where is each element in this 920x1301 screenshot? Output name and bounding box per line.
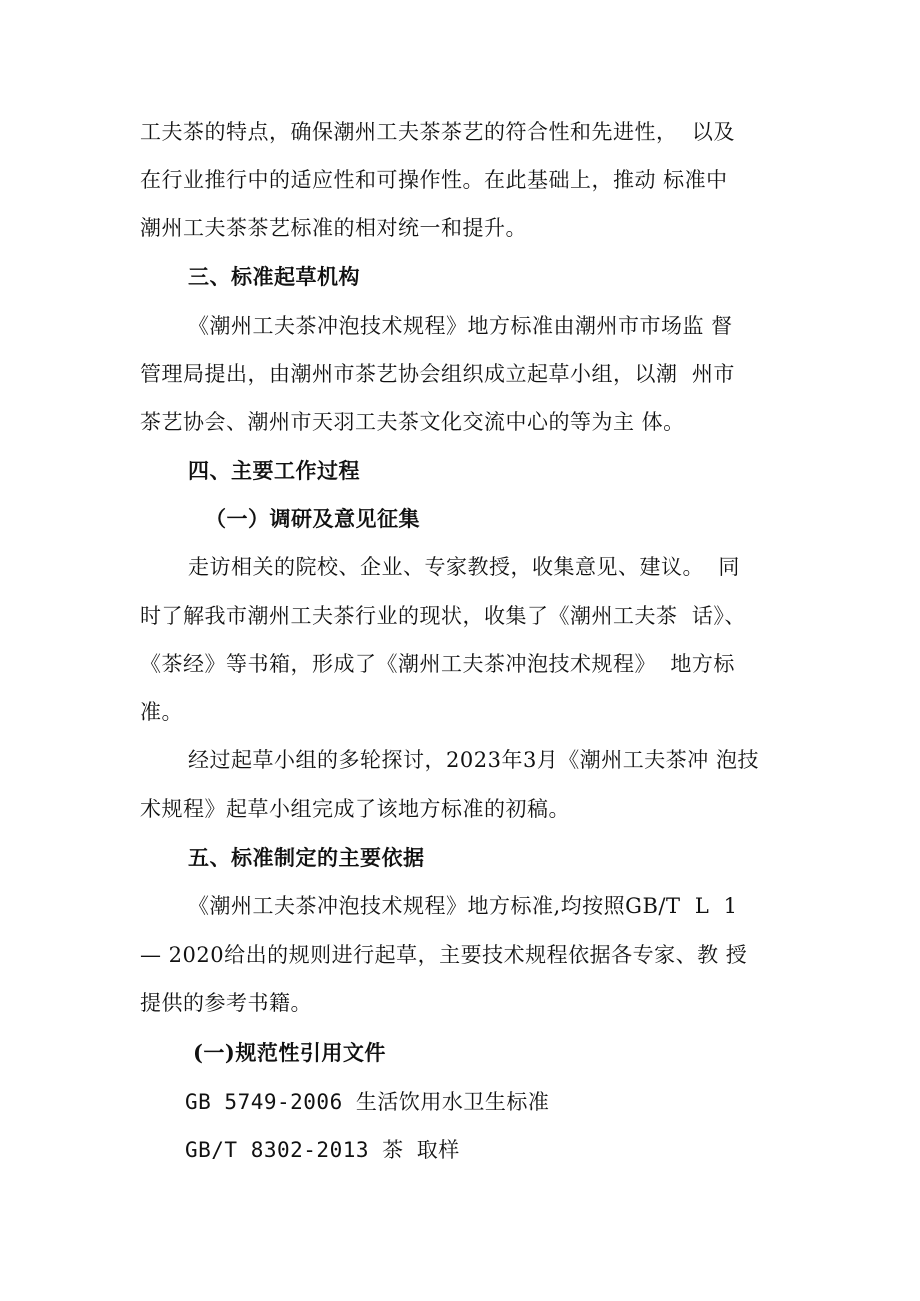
body-text-line: 工夫茶的特点，确保潮州工夫茶茶艺的符合性和先进性， 以及 [140,120,735,144]
subsection-heading: (一)规范性引用文件 [193,1040,386,1065]
body-text-line: 术规程》起草小组完成了该地方标准的初稿。 [140,797,570,821]
body-text-line: 提供的参考书籍。 [140,991,312,1015]
body-text-line: 茶艺协会、潮州市天羽工夫茶文化交流中心的等为主 体。 [140,410,685,434]
subsection-heading: （一）调研及意见征集 [205,506,420,531]
body-text-line: 潮州工夫茶茶艺标准的相对统一和提升。 [140,216,527,240]
body-text-line: 时了解我市潮州工夫茶行业的现状，收集了《潮州工夫茶 话》、 [140,604,746,628]
reference-item: GB/T 8302-2013 茶 取样 [185,1138,460,1162]
body-text-line: 走访相关的院校、企业、专家教授，收集意见、建议。 同 [188,555,740,579]
body-text-line: 《潮州工夫茶冲泡技术规程》地方标准由潮州市市场监 督 [188,314,733,338]
body-text-line: 《茶经》等书箱，形成了《潮州工夫茶冲泡技术规程》 地方标 [140,652,735,676]
body-text-line: 管理局提出，由潮州市茶艺协会组织成立起草小组，以潮 州市 [140,362,735,386]
section-heading: 五、标准制定的主要依据 [188,845,425,870]
section-heading: 四、主要工作过程 [188,458,360,483]
body-text-line: 经过起草小组的多轮探讨，2023年3月《潮州工夫茶冲 泡技 [188,748,759,772]
body-text-line: — 2020给出的规则进行起草，主要技术规程依据各专家、教 授 [140,943,748,967]
section-heading: 三、标准起草机构 [188,264,360,289]
body-text-line: 在行业推行中的适应性和可操作性。在此基础上，推动 标准中 [140,168,728,192]
body-text-line: 准。 [140,700,183,724]
reference-item: GB 5749-2006 生活饮用水卫生标准 [185,1090,550,1114]
body-text-line: 《潮州工夫茶冲泡技术规程》地方标准,均按照GB/T L 1 [188,894,738,918]
